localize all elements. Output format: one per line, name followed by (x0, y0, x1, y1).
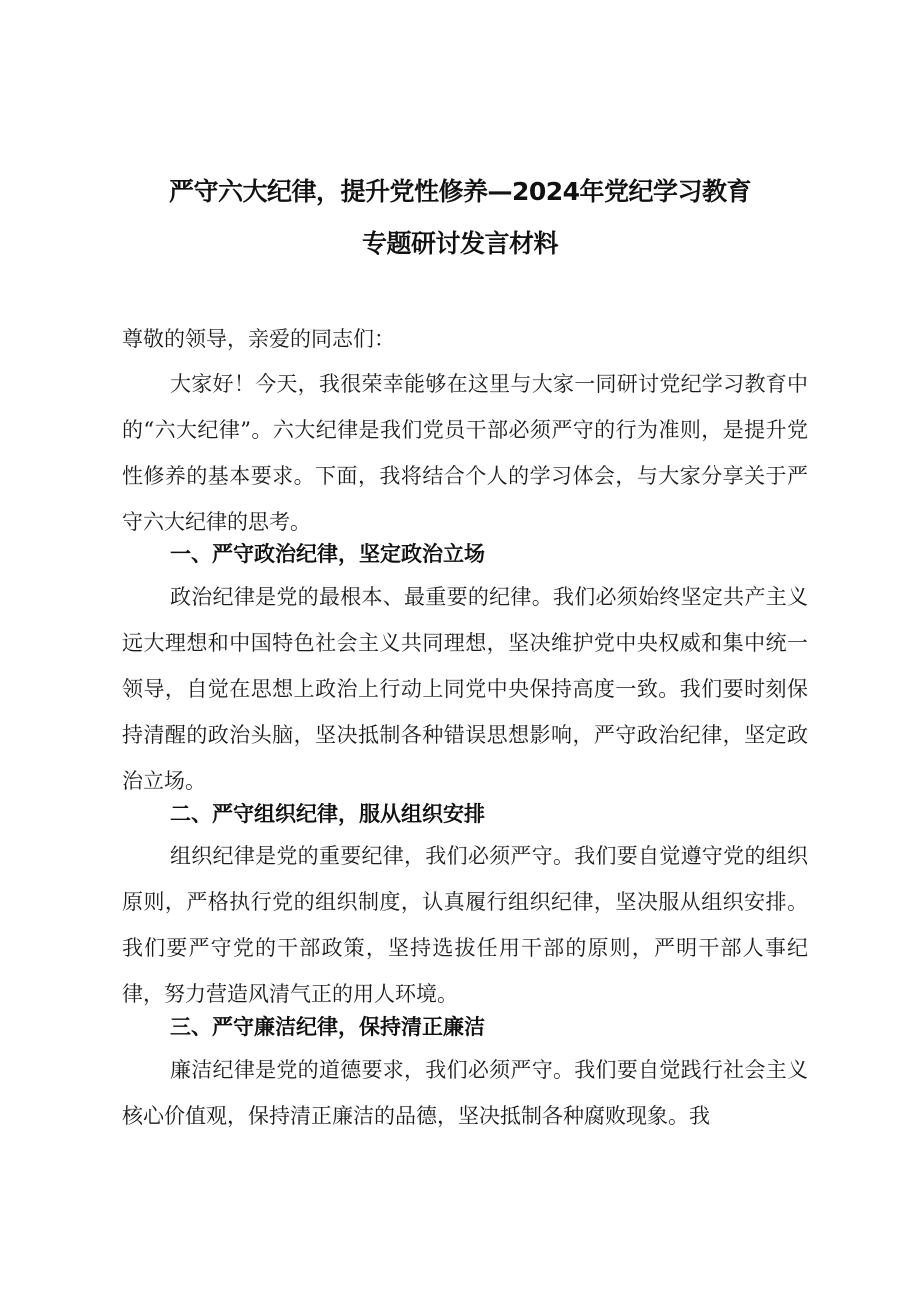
section-body-political: 政治纪律是党的最根本、最重要的纪律。我们必须始终坚定共产主义远大理想和中国特色社会主义共同理想，坚决维护党中央权威和集中统一领导，自觉在思想上政治上行动上同党中央保持高度一致。我们要时刻保持清醒的政治头脑，坚决抵制各种错误思想影响，严守政治纪律，坚定政治立场。 (122, 585, 808, 793)
section-heading-integrity: 三、严守廉洁纪律，保持清正廉洁 (170, 1015, 485, 1039)
section-heading-political: 一、严守政治纪律，坚定政治立场 (170, 542, 485, 566)
section-heading-organizational: 二、严守组织纪律，服从组织安排 (170, 802, 485, 826)
document-title-line-1: 严守六大纪律，提升党性修养—2024年党纪学习教育 (168, 177, 752, 206)
document-title-line-2: 专题研讨发言材料 (361, 229, 558, 258)
section-body-integrity: 廉洁纪律是党的道德要求，我们必须严守。我们要自觉践行社会主义核心价值观，保持清正廉洁的品德，坚决抵制各种腐败现象。我 (122, 1058, 808, 1128)
salutation: 尊敬的领导，亲爱的同志们： (122, 327, 395, 351)
intro-paragraph: 大家好！今天，我很荣幸能够在这里与大家一同研讨党纪学习教育中的“六大纪律”。六大纪律是我们党员干部必须严守的行为准则，是提升党性修养的基本要求。下面，我将结合个人的学习体会，与大家分享关于严守六大纪律的思考。 (122, 372, 808, 534)
section-body-organizational: 组织纪律是党的重要纪律，我们必须严守。我们要自觉遵守党的组织原则，严格执行党的组织制度，认真履行组织纪律，坚决服从组织安排。我们要严守党的干部政策，坚持选拔任用干部的原则，严明干部人事纪律，努力营造风清气正的用人环境。 (122, 844, 808, 1006)
